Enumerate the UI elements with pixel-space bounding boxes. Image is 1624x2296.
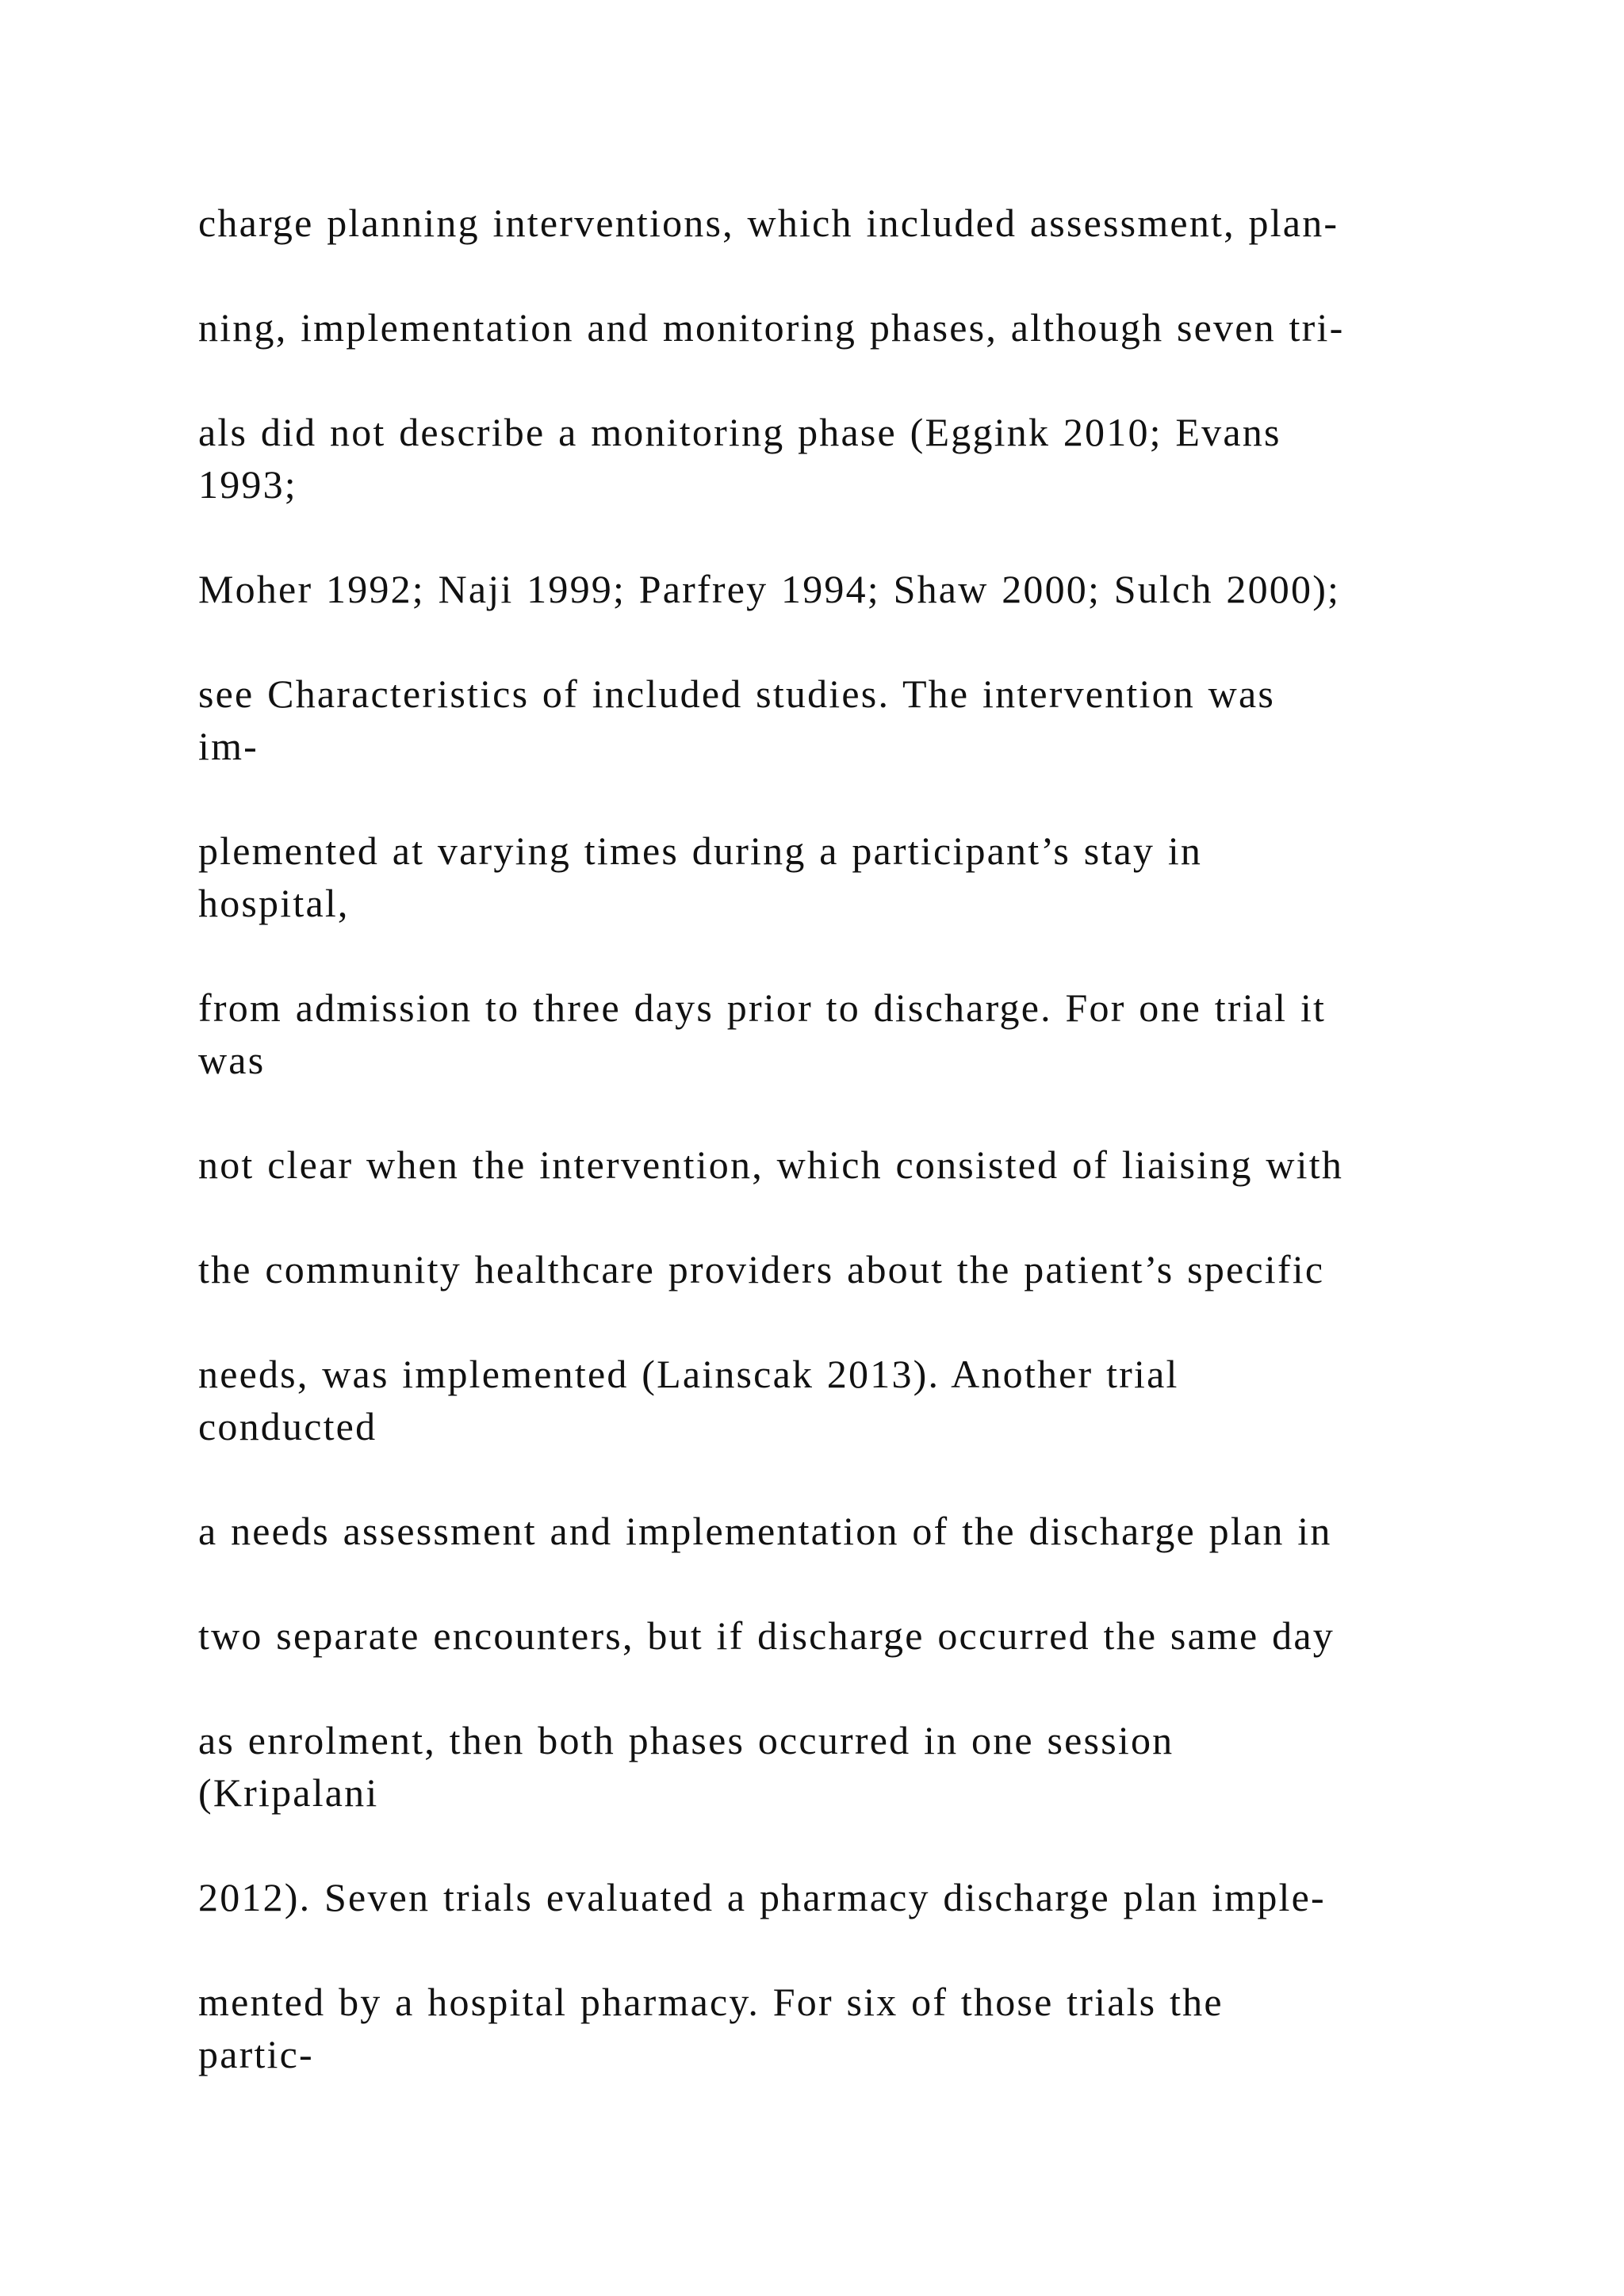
text-line: charge planning interventions, which included assessment, plan-: [198, 201, 1339, 245]
text-line: als did not describe a monitoring phase (Eggink 2010; Evans: [198, 410, 1281, 454]
text-line: a needs assessment and implementation of the discharge plan in: [198, 1509, 1332, 1553]
text-line: 1993;: [198, 462, 297, 507]
text-line: partic-: [198, 2032, 314, 2076]
text-line: needs, was implemented (Lainscak 2013). Another trial: [198, 1352, 1179, 1396]
text-line: ning, implementation and monitoring phases, although seven tri-: [198, 305, 1345, 350]
text-line: conducted: [198, 1404, 377, 1448]
text-line: (Kripalani: [198, 1770, 379, 1815]
text-line: see Characteristics of included studies. The intervention was: [198, 672, 1276, 716]
text-line: 2012). Seven trials evaluated a pharmacy discharge plan imple-: [198, 1875, 1326, 1919]
text-line: not clear when the intervention, which consisted of liaising with: [198, 1142, 1344, 1187]
text-line: hospital,: [198, 881, 350, 925]
text-line: was: [198, 1038, 266, 1082]
text-line: two separate encounters, but if discharge occurred the same day: [198, 1613, 1335, 1658]
text-line: as enrolment, then both phases occurred in one session: [198, 1718, 1174, 1762]
text-line: im-: [198, 724, 259, 768]
text-line: mented by a hospital pharmacy. For six of those trials the: [198, 1980, 1224, 2024]
text-line: plemented at varying times during a participant’s stay in: [198, 828, 1203, 873]
text-line: Moher 1992; Naji 1999; Parfrey 1994; Shaw 2000; Sulch 2000);: [198, 567, 1341, 611]
text-line: from admission to three days prior to discharge. For one trial it: [198, 985, 1327, 1030]
text-line: the community healthcare providers about the patient’s specific: [198, 1247, 1325, 1292]
